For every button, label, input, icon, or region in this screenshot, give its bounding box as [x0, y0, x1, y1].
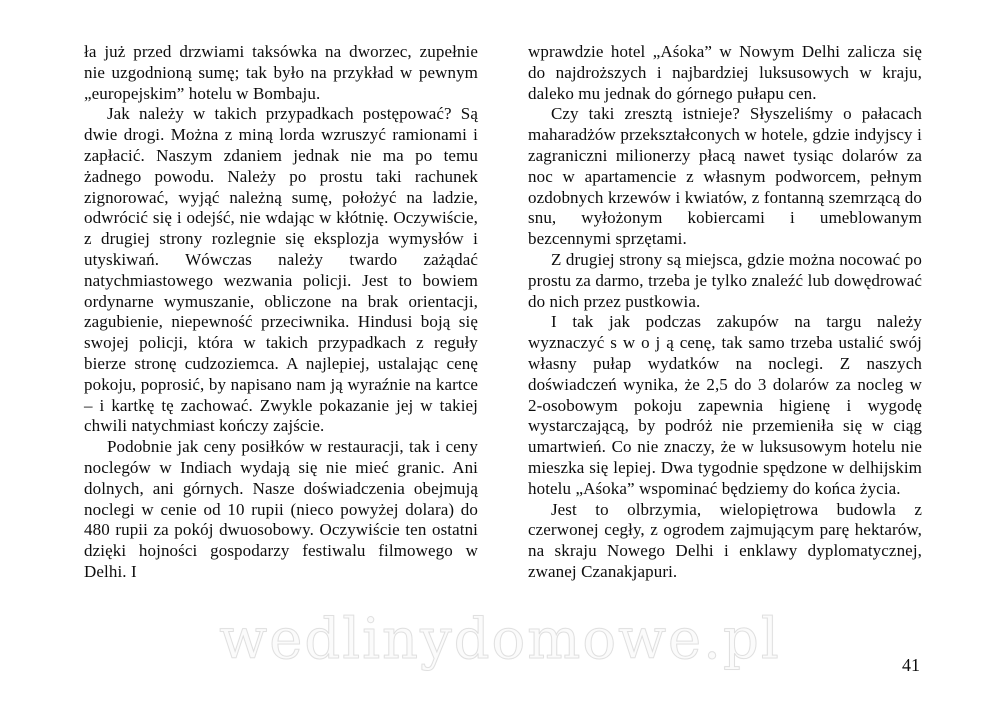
right-column — [528, 42, 922, 583]
left-column — [84, 42, 478, 583]
paragraph: wprawdzie hotel „Aśoka” w Nowym Delhi zalicza się do najdroższych i najbardziej luksusowych w kraju, daleko mu jednak do górnego pułapu cen. — [528, 42, 922, 103]
watermark: wedlinydomowe.pl — [219, 607, 781, 672]
text-columns — [84, 42, 922, 583]
paragraph: ła już przed drzwiami taksówka na dworzec, zupełnie nie uzgodnioną sumę; tak było na przykład w pewnym „europejskim” hotelu w Bombaju. — [84, 42, 478, 103]
paragraph: Podobnie jak ceny posiłków w restauracji, tak i ceny noclegów w Indiach wydają się nie mieć granic. Ani dolnych, ani górnych. Nasze doświadczenia obejmują noclegi w cenie od 10 rupii (nieco powyżej dolara) do 480 rupii za pokój dwuosobowy. Oczywiście ten ostatni dzięki hojności gospodarzy festiwalu filmowego w Delhi. I — [84, 437, 478, 581]
paragraph: Czy taki zresztą istnieje? Słyszeliśmy o pałacach maharadżów przekształconych w hotele, gdzie indyjscy i zagraniczni milionerzy płacą nawet tysiąc dolarów za noc w apartamencie z własnym podworcem, pełnym ozdobnych krzewów i kwiatów, z fontanną szemrzącą do snu, wyłożonym kobiercami i umeblowanym bezcennymi sprzętami. — [528, 104, 922, 249]
page-number: 41 — [902, 655, 920, 675]
paragraph: Jak należy w takich przypadkach postępować? Są dwie drogi. Można z miną lorda wzruszyć ramionami i zapłacić. Naszym zdaniem jednak nie ma po temu żadnego powodu. Należy po prostu taki rachunek zignorować, wyjąć należną sumę, położyć na ladzie, odwrócić się i odejść, nie wdając w kłótnię. Oczywiście, z drugiej strony rozlegnie się eksplozja wymysłów i utyskiwań. Wówczas należy twardo zażądać natychmiastowego wezwania policji. Jest to bowiem ordynarne wymuszanie, obliczone na brak orientacji, zagubienie, niepewność przeciwnika. Hindusi boją się swojej policji, która w takich przypadkach z reguły bierze stronę cudzoziemca. A najlepiej, ustalając cenę pokoju, poprosić, by napisano nam ją wyraźnie na kartce – i kartkę tę zachować. Zwykle pokazanie jej w takiej chwili natychmiast kończy zajście. — [84, 104, 478, 436]
paragraph: Z drugiej strony są miejsca, gdzie można nocować po prostu za darmo, trzeba je tylko znaleźć lub dowędrować do nich przez pustkowia. — [528, 249, 922, 311]
paragraph: I tak jak podczas zakupów na targu należy wyznaczyć s w o j ą cenę, tak samo trzeba ustalić swój własny pułap wydatków na noclegi. Z naszych doświadczeń wynika, że 2,5 do 3 dolarów za nocleg w 2-osobowym pokoju zapewnia higienę i wygodę wystarczającą, by podróż nie przemieniła się w ciąg umartwień. Co nie znaczy, że w luksusowym hotelu nie mieszka się lepiej. Dwa tygodnie spędzone w delhijskim hotelu „Aśoka” wspominać będziemy do końca życia. — [528, 312, 922, 498]
paragraph: Jest to olbrzymia, wielopiętrowa budowla z czerwonej cegły, z ogrodem zajmującym parę hektarów, na skraju Nowego Delhi i enklawy dyplomatycznej, zwanej Czanakjapuri. — [528, 499, 922, 581]
